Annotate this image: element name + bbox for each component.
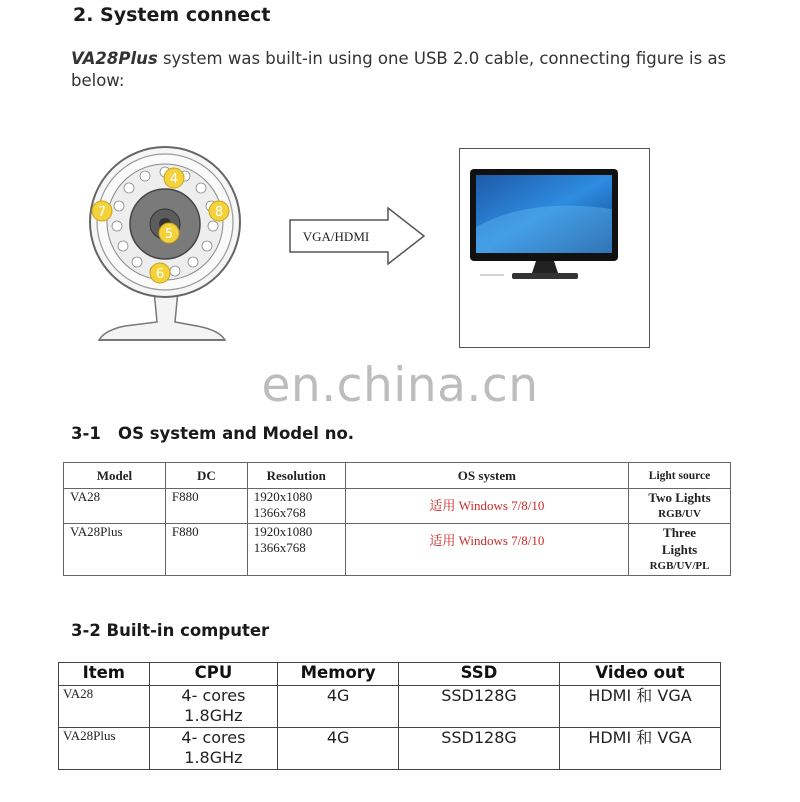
section-2-title: 2. System connect: [73, 4, 271, 26]
table-row: [64, 489, 731, 524]
header-light: Light source: [629, 463, 731, 489]
header-cpu: CPU: [149, 663, 278, 686]
marker-4: 4: [169, 172, 179, 187]
intro-paragraph: [71, 48, 751, 92]
product-name: VA28Plus: [71, 49, 158, 68]
marker-8: 8: [214, 205, 224, 220]
cell-resolution: [247, 524, 345, 576]
table-header-row: [64, 463, 731, 489]
table-row: [59, 728, 721, 770]
monitor-icon: [460, 149, 648, 346]
cell-model: VA28Plus: [64, 524, 166, 576]
watermark: en.china.cn: [261, 358, 539, 413]
cell-video: HDMI 和 VGA: [560, 728, 721, 770]
cell-ssd: SSD128G: [399, 686, 560, 728]
res-primary: 1920x1080: [253, 524, 313, 539]
header-memory: Memory: [278, 663, 399, 686]
cpu-cores: 4- cores: [181, 728, 246, 747]
table-header-row: [59, 663, 721, 686]
arrow-label: VGA/HDMI: [302, 229, 370, 244]
intro-text: system was built-in using one USB 2.0 cable, connecting figure is as below:: [71, 49, 727, 90]
cell-os: 适用 Windows 7/8/10: [345, 524, 628, 576]
light-count: Three: [663, 525, 697, 540]
header-dc: DC: [165, 463, 247, 489]
header-video: Video out: [560, 663, 721, 686]
section-3-1-title: 3-1 OS system and Model no.: [71, 424, 355, 443]
monitor-frame: [459, 148, 650, 348]
cell-light: [629, 524, 731, 576]
cell-item: VA28: [59, 686, 150, 728]
cpu-speed: 1.8GHz: [184, 748, 243, 767]
header-ssd: SSD: [399, 663, 560, 686]
cell-item: VA28Plus: [59, 728, 150, 770]
section-3-2-title: 3-2 Built-in computer: [71, 621, 270, 640]
light-type: RGB/UV/PL: [649, 560, 710, 572]
built-in-computer-table: [58, 662, 721, 770]
light-type: RGB/UV: [658, 508, 701, 520]
res-primary: 1920x1080: [253, 489, 313, 504]
marker-6: 6: [155, 267, 165, 282]
header-resolution: Resolution: [247, 463, 345, 489]
cell-resolution: [247, 489, 345, 524]
marker-5: 5: [164, 227, 174, 242]
cell-light: [629, 489, 731, 524]
device-illustration: [85, 140, 245, 352]
cpu-cores: 4- cores: [181, 686, 246, 705]
cell-video: HDMI 和 VGA: [560, 686, 721, 728]
cell-cpu: [149, 686, 278, 728]
table-row: [64, 524, 731, 576]
table-row: [59, 686, 721, 728]
cell-dc: F880: [165, 489, 247, 524]
header-model: Model: [64, 463, 166, 489]
cell-ssd: SSD128G: [399, 728, 560, 770]
marker-7: 7: [97, 205, 107, 220]
cell-os: 适用 Windows 7/8/10: [345, 489, 628, 524]
header-item: Item: [59, 663, 150, 686]
res-secondary: 1366x768: [253, 540, 306, 555]
cell-model: VA28: [64, 489, 166, 524]
header-os: OS system: [345, 463, 628, 489]
arrow-icon: [288, 206, 428, 266]
cell-memory: 4G: [278, 728, 399, 770]
cell-memory: 4G: [278, 686, 399, 728]
light-count-cont: Lights: [661, 542, 698, 557]
cell-cpu: [149, 728, 278, 770]
cell-dc: F880: [165, 524, 247, 576]
os-model-table: [63, 462, 731, 576]
light-count: Two Lights: [648, 490, 711, 505]
res-secondary: 1366x768: [253, 505, 306, 520]
cpu-speed: 1.8GHz: [184, 706, 243, 725]
